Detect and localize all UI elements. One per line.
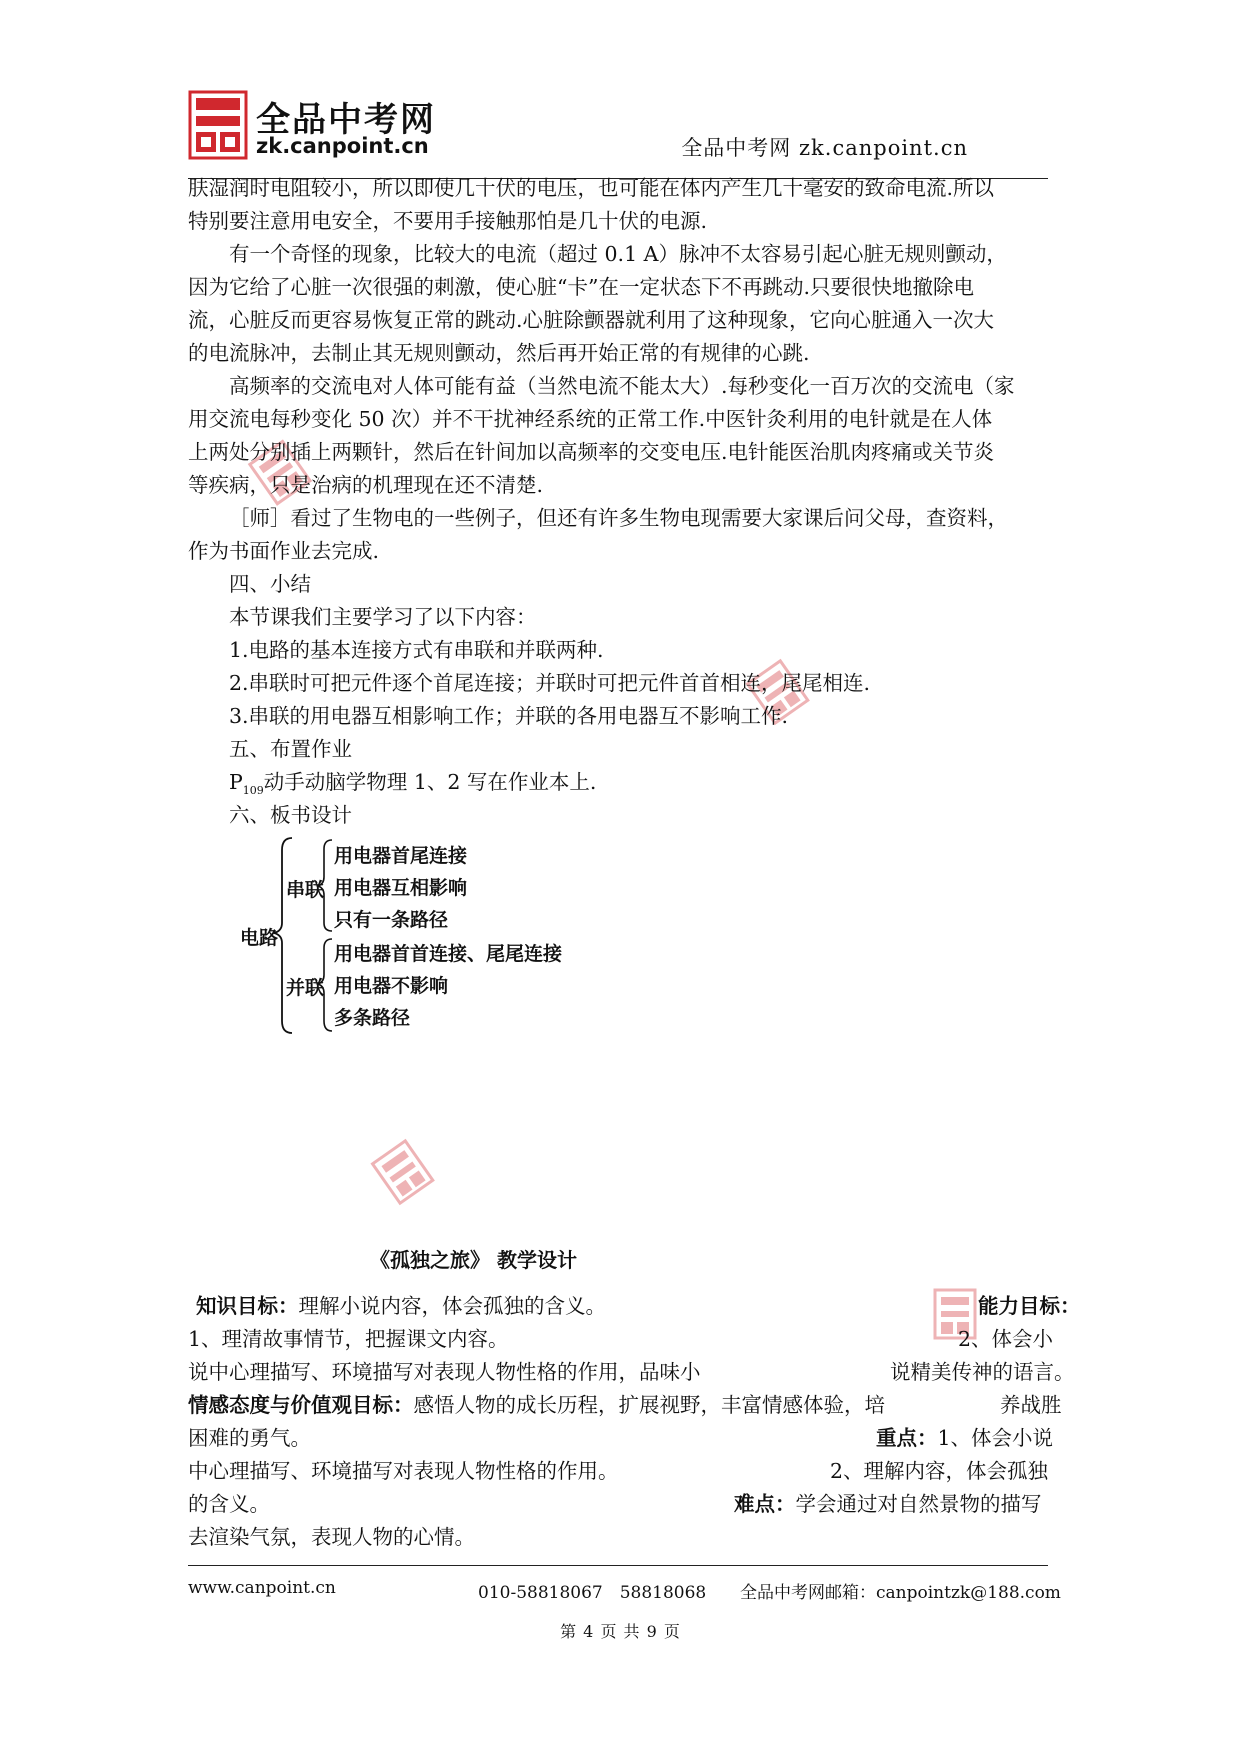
canpoint-logo-icon xyxy=(188,90,248,160)
body-line: 有一个奇怪的现象，比较大的电流（超过 0.1 A）脉冲不太容易引起心脏无规则颤动， xyxy=(229,242,1007,266)
board-parallel-item: 用电器首首连接、尾尾连接 xyxy=(334,943,563,965)
body-line: 流，心脏反而更容易恢复正常的跳动.心脏除颤器就利用了这种现象，它向心脏通入一次大 xyxy=(188,308,995,332)
board-design-diagram xyxy=(240,835,640,1035)
logo-chinese-name: 全品中考网 xyxy=(256,100,436,140)
lesson-title: 《孤独之旅》 教学设计 xyxy=(370,1248,577,1272)
objective-line: 去渲染气氛，表现人物的心情。 xyxy=(188,1525,475,1549)
homework-page-number: 109 xyxy=(242,784,264,798)
objective-line: 困难的勇气。 xyxy=(188,1426,311,1450)
objective-line: 2、体会小 xyxy=(958,1327,1054,1351)
board-series-item: 只有一条路径 xyxy=(334,909,449,931)
section-heading: 六、板书设计 xyxy=(229,803,352,827)
difficulty-line xyxy=(734,1488,1042,1521)
knowledge-text: 理解小说内容，体会孤独的含义。 xyxy=(298,1294,606,1318)
objective-line: 1、理清故事情节，把握课文内容。 xyxy=(188,1327,509,1351)
emotion-text: 感悟人物的成长历程，扩展视野，丰富情感体验，培 xyxy=(413,1393,885,1417)
key-point-line xyxy=(876,1422,1053,1455)
difficulty-label: 难点： xyxy=(734,1492,796,1516)
body-line: 上两处分别插上两颗针，然后在针间加以高频率的交变电压.电针能医治肌肉疼痛或关节炎 xyxy=(188,440,995,464)
page-header xyxy=(188,88,1048,178)
section-heading: 四、小结 xyxy=(229,572,311,596)
footer-website: www.canpoint.cn xyxy=(188,1578,336,1598)
key-label: 重点： xyxy=(876,1426,938,1450)
objective-line xyxy=(188,1389,885,1422)
board-series-label: 串联 xyxy=(286,879,325,901)
homework-text: 动手动脑学物理 1、2 写在作业本上. xyxy=(263,770,597,794)
body-line: ［师］看过了生物电的一些例子，但还有许多生物电现需要大家课后问父母，查资料， xyxy=(229,506,1008,530)
emotion-label: 情感态度与价值观目标： xyxy=(188,1393,414,1417)
board-series-item: 用电器首尾连接 xyxy=(334,845,468,867)
board-parallel-label: 并联 xyxy=(286,977,325,999)
objective-line: 2、理解内容，体会孤独 xyxy=(830,1459,1049,1483)
body-line: 高频率的交流电对人体可能有益（当然电流不能太大）.每秒变化一百万次的交流电（家 xyxy=(229,374,1015,398)
body-line: 用交流电每秒变化 50 次）并不干扰神经系统的正常工作.中医针灸利用的电针就是在人体 xyxy=(188,407,993,431)
body-line: 肤湿润时电阻较小，所以即使几十伏的电压，也可能在体内产生几十毫安的致命电流.所以 xyxy=(188,176,995,200)
body-line: 因为它给了心脏一次很强的刺激，使心脏“卡”在一定状态下不再跳动.只要很快地撤除电 xyxy=(188,275,974,299)
summary-item: 3.串联的用电器互相影响工作；并联的各用电器互不影响工作. xyxy=(229,704,789,728)
key-text: 1、体会小说 xyxy=(937,1426,1054,1450)
body-line: 本节课我们主要学习了以下内容： xyxy=(229,605,537,629)
body-line: 作为书面作业去完成. xyxy=(188,539,380,563)
knowledge-label: 知识目标： xyxy=(196,1294,299,1318)
summary-item: 2.串联时可把元件逐个首尾连接；并联时可把元件首首相连，尾尾相连. xyxy=(229,671,871,695)
logo-domain: zk.canpoint.cn xyxy=(256,134,429,158)
board-parallel-item: 多条路径 xyxy=(334,1007,411,1029)
objective-line: 说精美传神的语言。 xyxy=(890,1360,1075,1384)
board-series-item: 用电器互相影响 xyxy=(334,877,468,899)
body-line: 特别要注意用电安全，不要用手接触那怕是几十伏的电源. xyxy=(188,209,708,233)
footer-phones: 010-58818067 58818068 xyxy=(478,1583,707,1603)
difficulty-text: 学会通过对自然景物的描写 xyxy=(795,1492,1042,1516)
footer-divider xyxy=(188,1565,1048,1566)
objective-line: 养战胜 xyxy=(1000,1393,1062,1417)
objective-line: 中心理描写、环境描写对表现人物性格的作用。 xyxy=(188,1459,619,1483)
objective-line: 的含义。 xyxy=(188,1492,270,1516)
homework-page-prefix: P xyxy=(229,770,243,794)
objective-line: 说中心理描写、环境描写对表现人物性格的作用，品味小 xyxy=(188,1360,701,1384)
board-root-label: 电路 xyxy=(240,927,279,949)
board-parallel-item: 用电器不影响 xyxy=(334,975,449,997)
body-line: 的电流脉冲，去制止其无规则颤动，然后再开始正常的有规律的心跳. xyxy=(188,341,810,365)
body-line: 等疾病，只是治病的机理现在还不清楚. xyxy=(188,473,544,497)
summary-item: 1.电路的基本连接方式有串联和并联两种. xyxy=(229,638,604,662)
footer-email: 全品中考网邮箱：canpointzk@188.com xyxy=(740,1583,1061,1603)
header-site-label: 全品中考网 zk.canpoint.cn xyxy=(681,136,968,160)
page-number: 第 4 页 共 9 页 xyxy=(560,1622,681,1641)
objective-line xyxy=(196,1290,606,1323)
section-heading: 五、布置作业 xyxy=(229,737,352,761)
watermark-icon xyxy=(355,1020,585,1220)
ability-label: 能力目标： xyxy=(978,1294,1081,1318)
